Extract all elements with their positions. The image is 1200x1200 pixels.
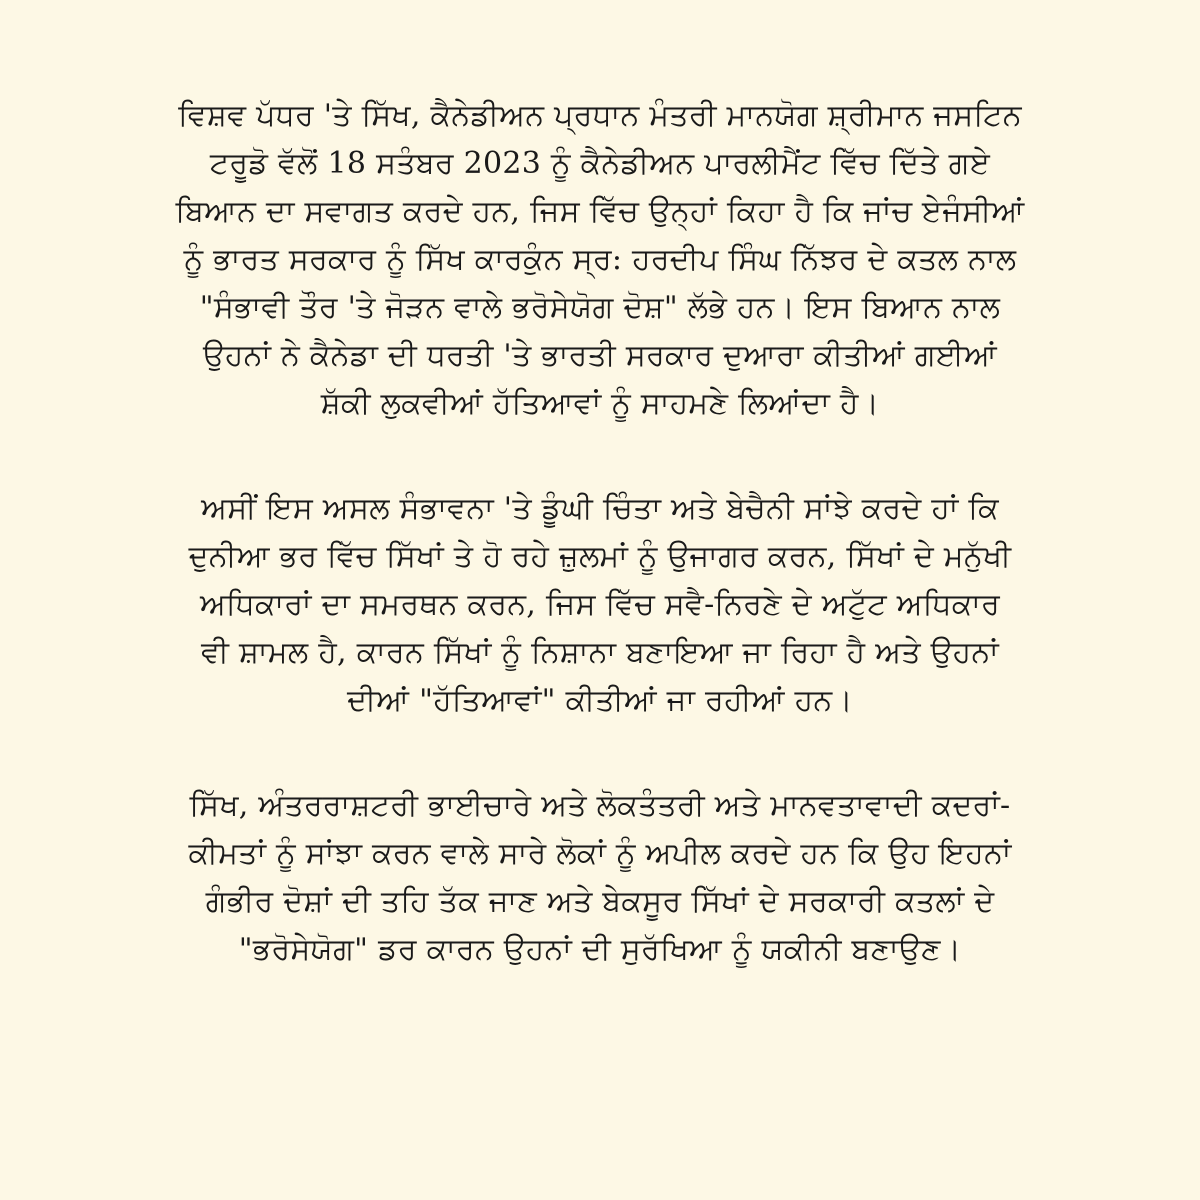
text-line: ਉਹਨਾਂ ਨੇ ਕੈਨੇਡਾ ਦੀ ਧਰਤੀ 'ਤੇ ਭਾਰਤੀ ਸਰਕਾਰ ਦੁਆਰਾ ਕੀਤੀਆਂ ਗਈਆਂ <box>202 338 998 373</box>
text-line: ਸਿੱਖ, ਅੰਤਰਰਾਸ਼ਟਰੀ ਭਾਈਚਾਰੇ ਅਤੇ ਲੋਕਤੰਤਰੀ ਅਤੇ ਮਾਨਵਤਾਵਾਦੀ ਕਦਰਾਂ- <box>189 788 1011 823</box>
text-line: "ਭਰੋਸੇਯੋਗ" ਡਰ ਕਾਰਨ ਉਹਨਾਂ ਦੀ ਸੁਰੱਖਿਆ ਨੂੰ ਯਕੀਨੀ ਬਣਾਉਣ। <box>238 932 962 967</box>
paragraph-appeal <box>100 782 1100 974</box>
text-line: ਬਿਆਨ ਦਾ ਸਵਾਗਤ ਕਰਦੇ ਹਨ, ਜਿਸ ਵਿੱਚ ਉਨ੍ਹਾਂ ਕਿਹਾ ਹੈ ਕਿ ਜਾਂਚ ਏਜੰਸੀਆਂ <box>175 194 1025 229</box>
text-line: ਵਿਸ਼ਵ ਪੱਧਰ 'ਤੇ ਸਿੱਖ, ਕੈਨੇਡੀਅਨ ਪ੍ਰਧਾਨ ਮੰਤਰੀ ਮਾਨਯੋਗ ਸ਼੍ਰੀਮਾਨ ਜਸਟਿਨ <box>178 98 1022 133</box>
statement-body <box>100 92 1100 974</box>
paragraph-welcome-statement <box>100 92 1100 428</box>
text-line: ਵੀ ਸ਼ਾਮਲ ਹੈ, ਕਾਰਨ ਸਿੱਖਾਂ ਨੂੰ ਨਿਸ਼ਾਨਾ ਬਣਾਇਆ ਜਾ ਰਿਹਾ ਹੈ ਅਤੇ ਉਹਨਾਂ <box>201 635 999 670</box>
text-line: "ਸੰਭਾਵੀ ਤੌਰ 'ਤੇ ਜੋੜਨ ਵਾਲੇ ਭਰੋਸੇਯੋਗ ਦੋਸ਼" ਲੱਭੇ ਹਨ। ਇਸ ਬਿਆਨ ਨਾਲ <box>199 290 1001 325</box>
text-line: ਦੁਨੀਆ ਭਰ ਵਿੱਚ ਸਿੱਖਾਂ ਤੇ ਹੋ ਰਹੇ ਜ਼ੁਲਮਾਂ ਨੂੰ ਉਜਾਗਰ ਕਰਨ, ਸਿੱਖਾਂ ਦੇ ਮਨੁੱਖੀ <box>188 539 1012 574</box>
text-line: ਨੂੰ ਭਾਰਤ ਸਰਕਾਰ ਨੂੰ ਸਿੱਖ ਕਾਰਕੁੰਨ ਸ੍ਰ: ਹਰਦੀਪ ਸਿੰਘ ਨਿੱਝਰ ਦੇ ਕਤਲ ਨਾਲ <box>183 242 1017 277</box>
text-line: ਕੀਮਤਾਂ ਨੂੰ ਸਾਂਝਾ ਕਰਨ ਵਾਲੇ ਸਾਰੇ ਲੋਕਾਂ ਨੂੰ ਅਪੀਲ ਕਰਦੇ ਹਨ ਕਿ ਉਹ ਇਹਨਾਂ <box>188 836 1012 871</box>
paragraph-concern <box>100 485 1100 725</box>
text-line: ਸ਼ੱਕੀ ਲੁਕਵੀਆਂ ਹੱਤਿਆਵਾਂ ਨੂੰ ਸਾਹਮਣੇ ਲਿਆਂਦਾ ਹੈ। <box>320 386 880 421</box>
text-line: ਟਰੂਡੋ ਵੱਲੋਂ 18 ਸਤੰਬਰ 2023 ਨੂੰ ਕੈਨੇਡੀਅਨ ਪਾਰਲੀਮੈਂਟ ਵਿੱਚ ਦਿੱਤੇ ਗਏ <box>209 146 991 181</box>
text-line: ਅਸੀਂ ਇਸ ਅਸਲ ਸੰਭਾਵਨਾ 'ਤੇ ਡੂੰਘੀ ਚਿੰਤਾ ਅਤੇ ਬੇਚੈਨੀ ਸਾਂਝੇ ਕਰਦੇ ਹਾਂ ਕਿ <box>201 491 999 526</box>
text-line: ਗੰਭੀਰ ਦੋਸ਼ਾਂ ਦੀ ਤਹਿ ਤੱਕ ਜਾਣ ਅਤੇ ਬੇਕਸੂਰ ਸਿੱਖਾਂ ਦੇ ਸਰਕਾਰੀ ਕਤਲਾਂ ਦੇ <box>205 884 995 919</box>
text-line: ਅਧਿਕਾਰਾਂ ਦਾ ਸਮਰਥਨ ਕਰਨ, ਜਿਸ ਵਿੱਚ ਸਵੈ-ਨਿਰਣੇ ਦੇ ਅਟੁੱਟ ਅਧਿਕਾਰ <box>200 587 1000 622</box>
text-line: ਦੀਆਂ "ਹੱਤਿਆਵਾਂ" ਕੀਤੀਆਂ ਜਾ ਰਹੀਆਂ ਹਨ। <box>347 683 853 718</box>
